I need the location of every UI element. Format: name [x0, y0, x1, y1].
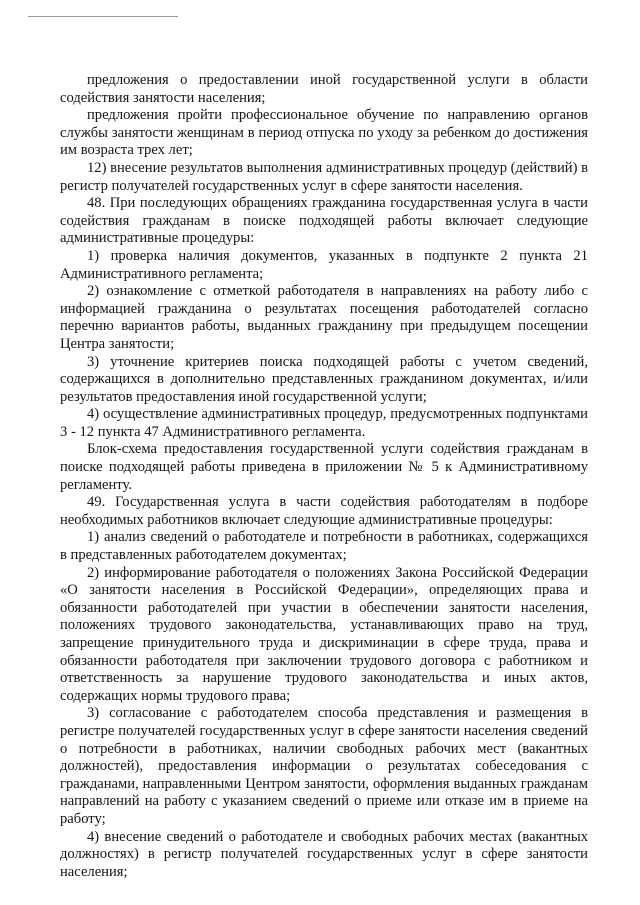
scan-edge-mark [28, 16, 178, 17]
paragraph-section-48: 48. При последующих обращениях гражданина государственная услуга в части содействия гражданам в поиске подходящей работы включает следующие административные процедуры: [60, 195, 588, 247]
paragraph-item-12: 12) внесение результатов выполнения административных процедур (действий) в регистр получателей государственных услуг в сфере занятости населения. [60, 159, 588, 194]
paragraph-49-item-2: 2) информирование работодателя о положениях Закона Российской Федерации «О занятости населения в Российской Федерации», определяющих права и обязанности работодателей при участии в обеспечении занятости населения, положениях трудового законодательства, устанавливающих право на труд, запрещение принудительного труда и дискриминации в сфере труда, права и обязанности работодателя при заключении трудового договора с работником и ответственность за нарушение трудового законодательства и иных актов, содержащих нормы трудового права; [60, 564, 588, 704]
paragraph-48-item-3: 3) уточнение критериев поиска подходящей работы с учетом сведений, содержащихся в дополнительно представленных гражданином документах, и/или результатов предоставления иной государственной услуги; [60, 353, 588, 405]
document-body [60, 72, 588, 881]
paragraph-flowchart-note: Блок-схема предоставления государственной услуги содействия гражданам в поиске подходящей работы приведена в приложении № 5 к Административному регламенту. [60, 441, 588, 493]
paragraph-section-49: 49. Государственная услуга в части содействия работодателям в подборе необходимых работников включает следующие административные процедуры: [60, 494, 588, 528]
paragraph-49-item-3: 3) согласование с работодателем способа представления и размещения в регистре получателей государственных услуг в сфере занятости населения сведений о потребности в работниках, наличии свободных рабочих мест (вакантных должностей), предоставления информации о результатах собеседования с гражданами, направленными Центром занятости, оформления выданных гражданам направлений на работу с указанием сведений о приеме или отказе им в приеме на работу; [60, 705, 588, 827]
paragraph-48-item-4: 4) осуществление административных процедур, предусмотренных подпунктами 3 - 12 пункта 47 Административного регламента. [60, 406, 588, 440]
paragraph-other-service-offer: предложения о предоставлении иной государственной услуги в области содействия занятости населения; [60, 72, 588, 106]
paragraph-49-item-1: 1) анализ сведений о работодателе и потребности в работниках, содержащихся в представленных работодателем документах; [60, 529, 588, 564]
paragraph-49-item-4: 4) внесение сведений о работодателе и свободных рабочих местах (вакантных должностях) в регистр получателей государственных услуг в сфере занятости населения; [60, 828, 588, 880]
paragraph-training-offer: предложения пройти профессиональное обучение по направлению органов службы занятости женщинам в период отпуска по уходу за ребенком до достижения им возраста трех лет; [60, 107, 588, 159]
paragraph-48-item-1: 1) проверка наличия документов, указанных в подпункте 2 пункта 21 Административного регламента; [60, 247, 588, 282]
paragraph-48-item-2: 2) ознакомление с отметкой работодателя в направлениях на работу либо с информацией гражданина о результатах посещения работодателей согласно перечню вариантов работы, выданных гражданину при предыдущем посещении Центра занятости; [60, 283, 588, 352]
